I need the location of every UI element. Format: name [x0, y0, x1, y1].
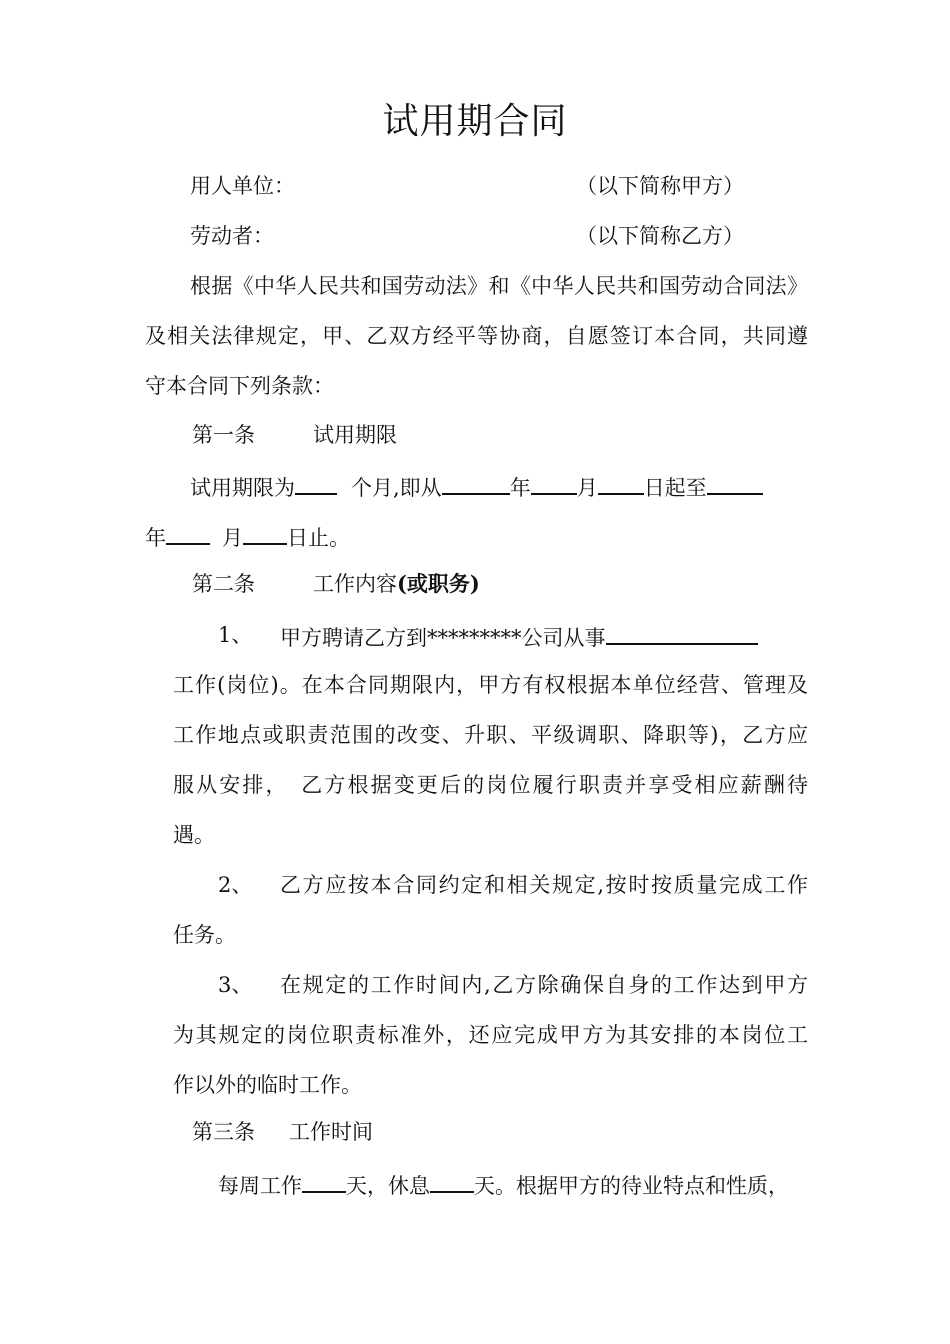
blank-end-year-lead[interactable] [707, 471, 763, 495]
preamble-line-3: 守本合同下列条款： [145, 374, 334, 398]
blank-start-day[interactable] [598, 471, 644, 495]
text: 工作内容 [313, 572, 397, 596]
text: 甲方聘请乙方到*********公司从事 [280, 626, 606, 650]
text: 日起至 [643, 476, 707, 500]
item-1-line-3: 工作地点或职责范围的改变、升职、平级调职、降职等)，乙方应 [173, 723, 808, 747]
blank-end-day[interactable] [243, 521, 287, 545]
text: 月 [222, 526, 243, 550]
article-1-number: 第一条 [192, 423, 255, 447]
employer-label: 用人单位： [190, 174, 295, 198]
item-2-line-2: 任务。 [173, 923, 236, 947]
text: 年 [509, 476, 531, 500]
employer-suffix: （以下简称甲方） [576, 174, 744, 198]
item-3-line-3: 作以外的临时工作。 [173, 1073, 362, 1097]
item-1-line-5: 遇。 [173, 823, 215, 847]
item-3-number: 3、 [218, 973, 253, 997]
article-1-line-1 [190, 471, 808, 502]
article-2-heading [313, 570, 480, 598]
worker-label: 劳动者： [190, 224, 274, 248]
item-3-line-2: 为其规定的岗位职责标准外，还应完成甲方为其安排的本岗位工 [173, 1023, 808, 1047]
preamble-line-2: 及相关法律规定，甲、乙双方经平等协商，自愿签订本合同，共同遵 [145, 324, 808, 348]
text: 个月,即从 [351, 476, 442, 500]
blank-end-month-lead[interactable] [166, 521, 210, 545]
item-1-line-2: 工作(岗位)。在本合同期限内，甲方有权根据本单位经营、管理及 [173, 673, 808, 697]
page-title: 试用期合同 [382, 101, 568, 142]
text: (或职务) [397, 571, 480, 596]
preamble-line-1: 根据《中华人民共和国劳动法》和《中华人民共和国劳动合同法》 [190, 274, 808, 298]
text: 日止。 [287, 526, 350, 550]
blank-rest-days[interactable] [430, 1169, 474, 1193]
blank-months[interactable] [295, 471, 337, 495]
blank-job[interactable] [606, 621, 758, 645]
text: 试用期限为 [190, 476, 295, 500]
blank-start-month[interactable] [531, 471, 577, 495]
article-3-number: 第三条 [192, 1120, 255, 1144]
item-1-line-4: 服从安排， 乙方根据变更后的岗位履行职责并享受相应薪酬待 [173, 773, 808, 797]
article-1-line-2 [145, 521, 350, 552]
item-3-line-1: 在规定的工作时间内,乙方除确保自身的工作达到甲方 [280, 973, 808, 997]
item-2-line-1: 乙方应按本合同约定和相关规定,按时按质量完成工作 [280, 873, 808, 897]
blank-start-year[interactable] [442, 471, 510, 495]
text: 每周工作 [218, 1174, 302, 1198]
worker-suffix: （以下简称乙方） [576, 224, 744, 248]
article-1-heading: 试用期限 [313, 423, 397, 447]
text: 年 [145, 526, 166, 550]
item-1-number: 1、 [218, 623, 253, 647]
article-3-line-1 [218, 1169, 789, 1200]
text: 月 [576, 476, 598, 500]
text: 天，休息 [346, 1174, 430, 1198]
item-1-line-1 [280, 621, 758, 652]
article-3-heading: 工作时间 [289, 1120, 373, 1144]
item-2-number: 2、 [218, 873, 253, 897]
article-2-number: 第二条 [192, 572, 255, 596]
blank-work-days[interactable] [302, 1169, 346, 1193]
text: 天。根据甲方的待业特点和性质， [474, 1174, 789, 1198]
